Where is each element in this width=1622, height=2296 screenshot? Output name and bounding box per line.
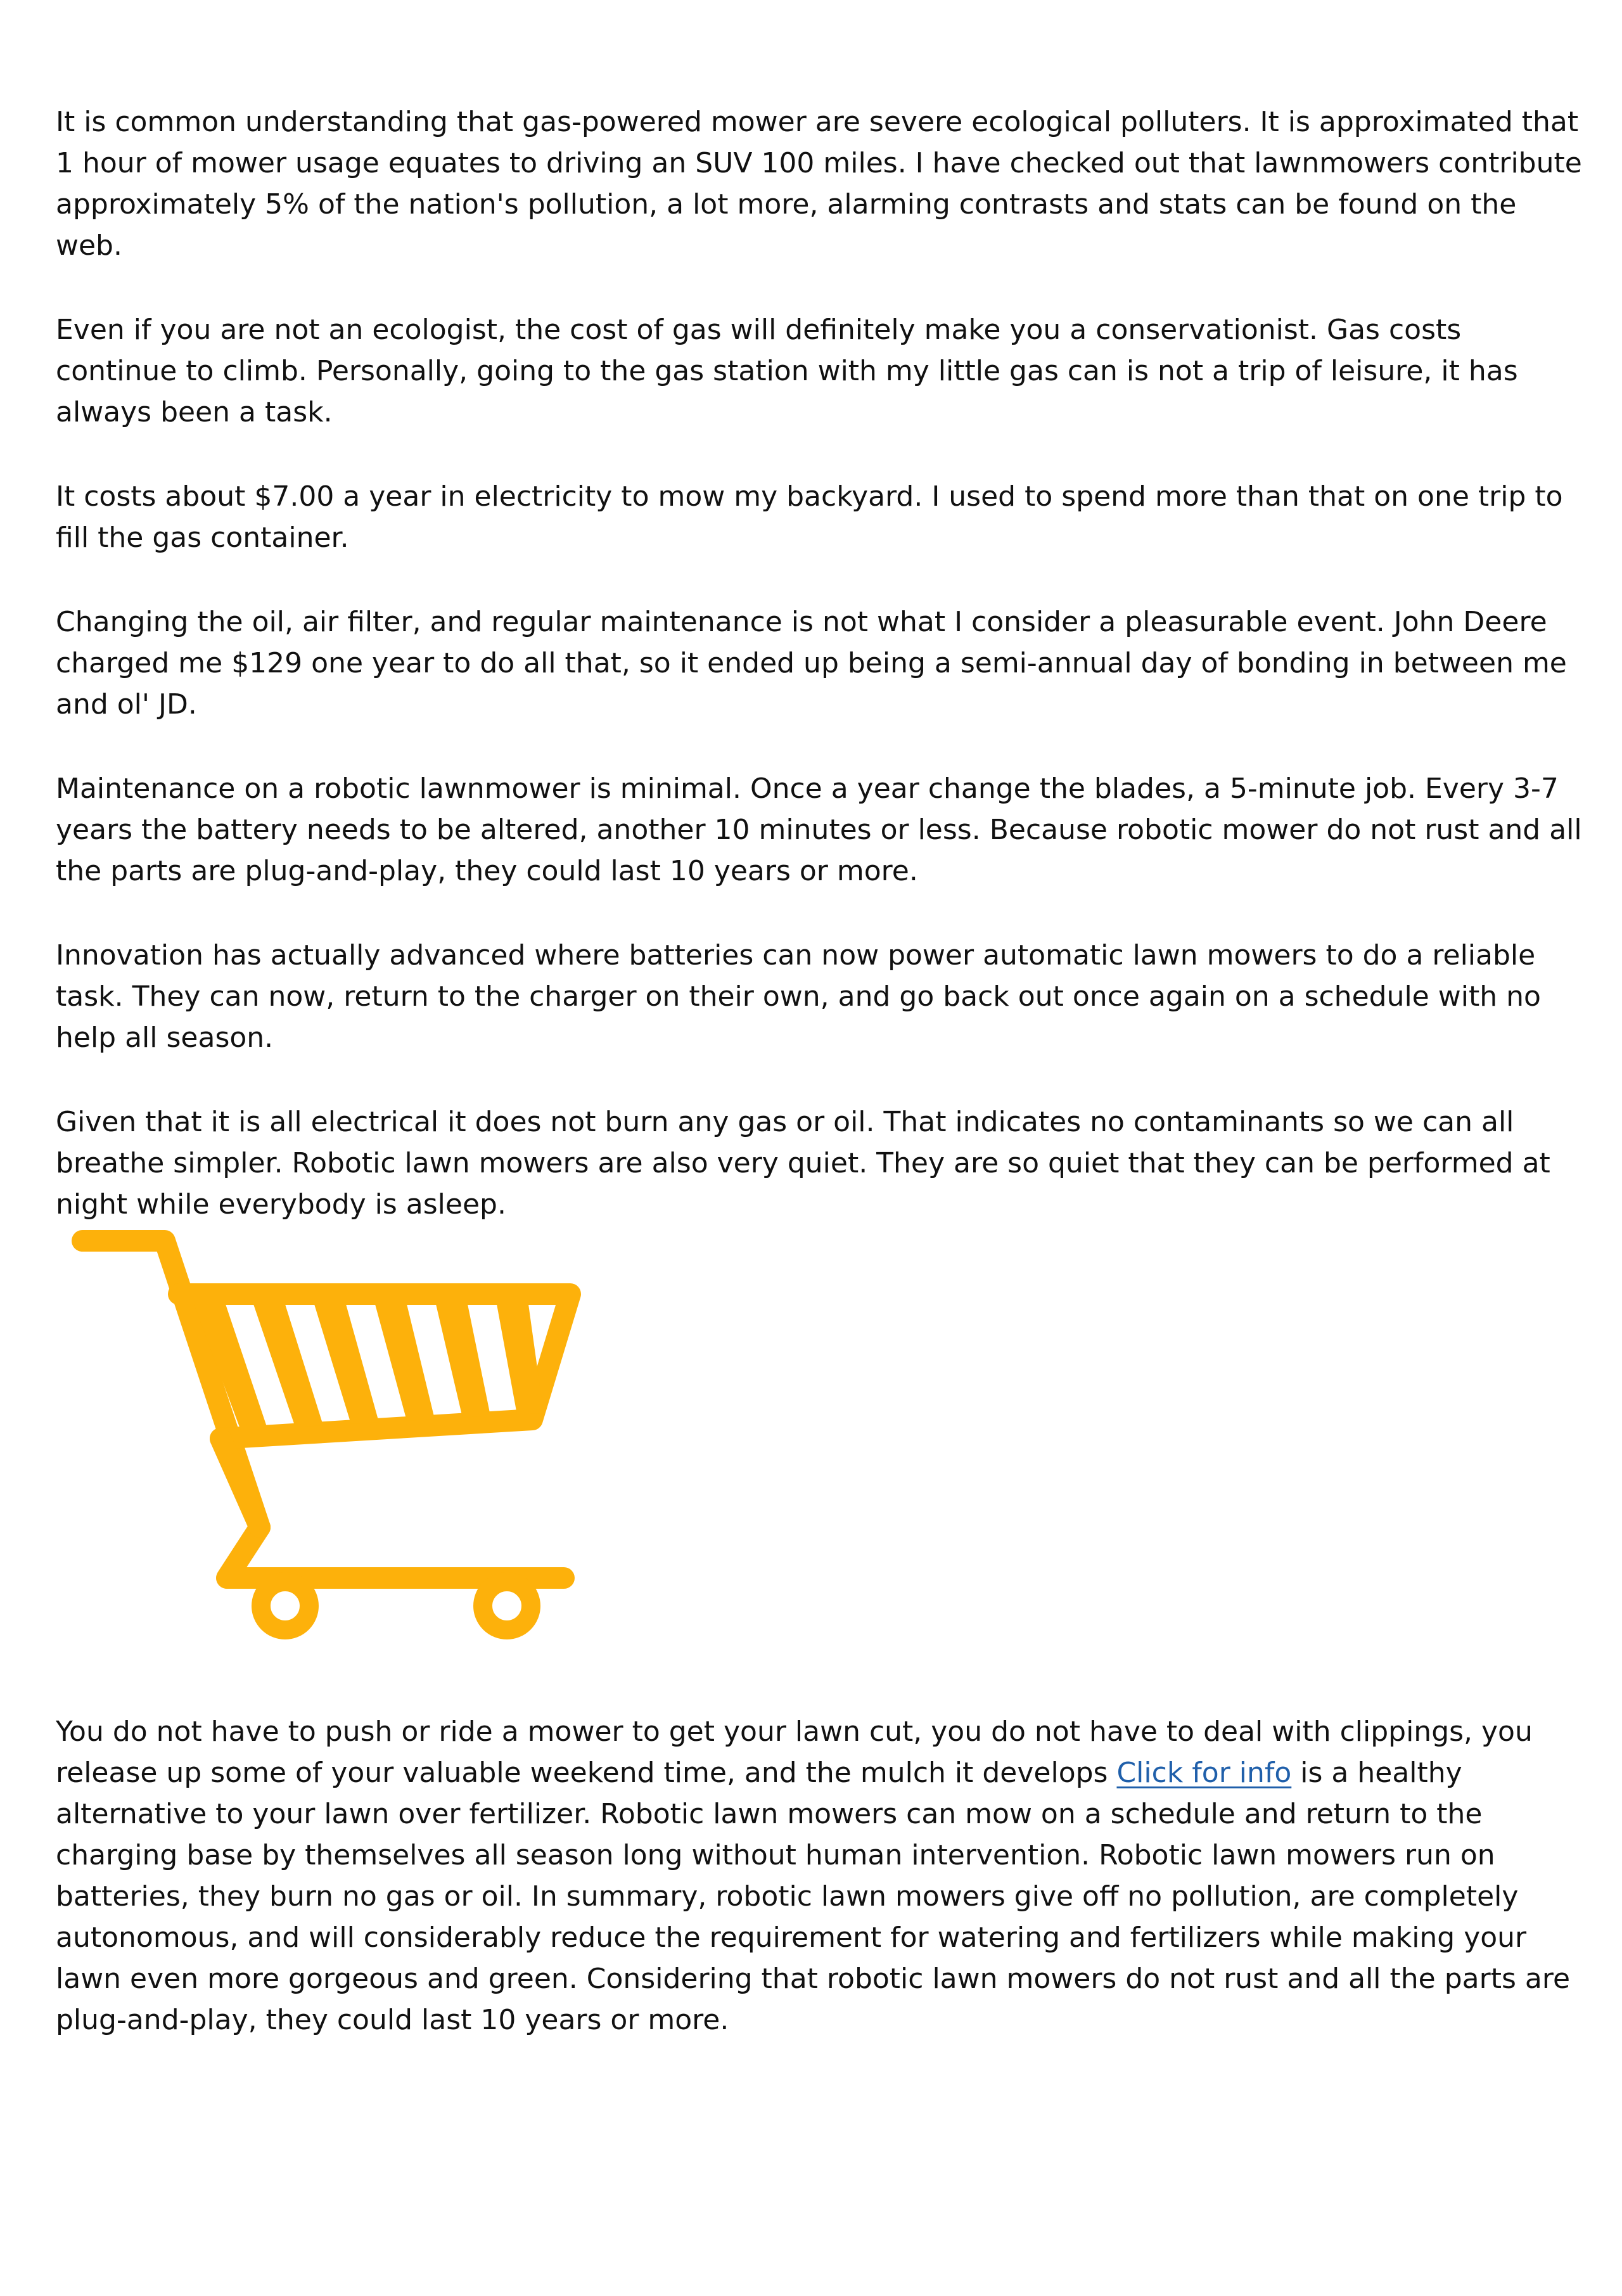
cart-stripe (497, 1304, 544, 1414)
click-for-info-link[interactable]: Click for info (1116, 1757, 1292, 1789)
paragraph-maintenance-gas: Changing the oil, air filter, and regular maintenance is not what I consider a pleasurable event. John Deere charged me $129 one year to do all that, so it ended up being a semi-annual day of bonding in between me and ol' JD. (56, 606, 1567, 721)
paragraph-pollution: It is common understanding that gas-powered mower are severe ecological polluters. It is approximated that 1 hour of mower usage equates to driving an SUV 100 miles. I have checked out that lawnmowers contribute approximately 5% of the nation's pollution, a lot more, alarming contrasts and stats can be found on the web. (56, 106, 1582, 262)
cart-stripe (436, 1304, 490, 1418)
paragraph-electrical-quiet: Given that it is all electrical it does not burn any gas or oil. That indicates no contaminants so we can all breathe simpler. Robotic lawn mowers are also very quiet. They are so quiet that they can be performed at night while everybody is asleep. (56, 1106, 1550, 1221)
cart-wheel-right (483, 1582, 531, 1630)
cart-wheels (261, 1582, 531, 1630)
shopping-cart-graphic (70, 1223, 589, 1641)
cart-stripe (253, 1304, 323, 1427)
cart-frame (227, 1527, 564, 1578)
paragraph-summary (56, 1711, 1589, 2041)
cart-stripe (314, 1304, 379, 1424)
article-body-top (56, 101, 1589, 1268)
paragraph-gas-cost: Even if you are not an ecologist, the cost of gas will definitely make you a conservationist. Gas costs continue to climb. Personally, going to the gas station with my little gas can is not a trip of leisure, it has always been a task. (56, 314, 1518, 428)
paragraph-maintenance-robotic: Maintenance on a robotic lawnmower is minimal. Once a year change the blades, a 5-minute job. Every 3-7 years the battery needs to be altered, another 10 minutes or less. Because robotic mower do not rust and all the parts are plug-and-play, they could last 10 years or more. (56, 773, 1582, 887)
cart-body (82, 1241, 570, 1578)
paragraph-electricity-cost: It costs about $7.00 a year in electricity to mow my backyard. I used to spend more than that on one trip to fill the gas container. (56, 480, 1563, 554)
summary-text-before-link: You do not have to push or ride a mower to get your lawn cut, you do not have to deal with clippings, you release up some of your valuable weekend time, and the mulch it develops (56, 1716, 1533, 1789)
cart-wheel-left (261, 1582, 309, 1630)
article-body-bottom (56, 1711, 1589, 2084)
shopping-cart-icon (70, 1223, 589, 1641)
summary-text-after-link: is a healthy alternative to your lawn over fertilizer. Robotic lawn mowers can mow on a schedule and return to the charging base by themselves all season long without human intervention. Robotic lawn mowers run on batteries, they burn no gas or oil. In summary, robotic lawn mowers give off no pollution, are completely autonomous, and will considerably reduce the requirement for watering and fertilizers while making your lawn even more gorgeous and green. Considering that robotic lawn mowers do not rust and all the parts are plug-and-play, they could last 10 years or more. (56, 1757, 1571, 2036)
cart-stripe (375, 1304, 435, 1421)
paragraph-innovation: Innovation has actually advanced where batteries can now power automatic lawn mowers to do a reliable task. They can now, return to the charger on their own, and go back out once again on a schedule with no help all season. (56, 939, 1541, 1054)
